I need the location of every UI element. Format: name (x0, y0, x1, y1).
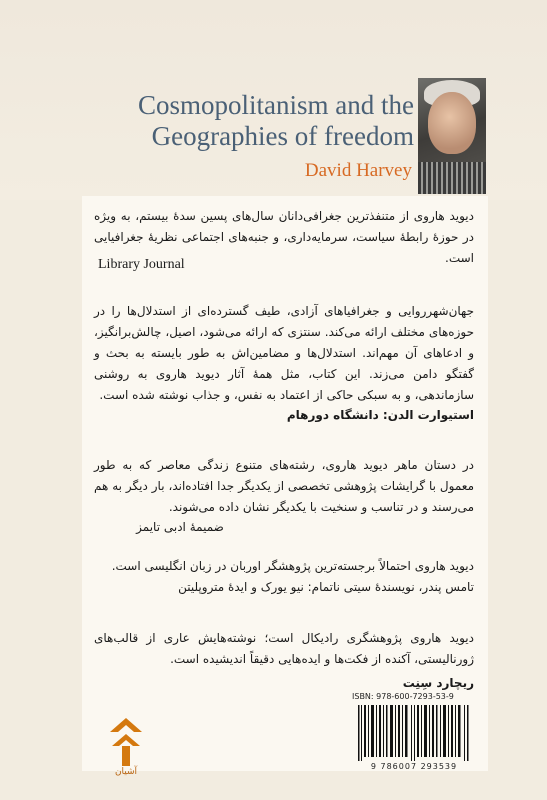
review-source: استیوارت الدن: دانشگاه دورهام (286, 408, 474, 422)
review-text: جهان‌شهرروایی و جغرافیاهای آزادی، طیف گسترده‌ای از استدلال‌ها را در حوزه‌های مختلف ارائه می‌کند. سنتزی که ارائه می‌شود، اصیل، چالش‌برانگیز، و ادعاهای آن مهم‌اند. استدلال‌ها و مضامین‌اش به طور بایسته به بحث و گفتگو دامن می‌زند. این کتاب، مثل همهٔ آثار دیوید هاروی به روشنی سازماندهی، و به سبکی حاکی از اعتماد به نفس، و جذاب نوشته شده است. (94, 304, 474, 402)
review-source: Library Journal (98, 257, 185, 272)
book-title: Cosmopolitanism and the Geographies of freedom (138, 90, 414, 151)
review-text: دیوید هاروی پژوهشگری رادیکال است؛ نوشته‌هایش عاری از قالب‌های ژورنالیستی، آکنده از فکت‌ها و ایده‌هایی دقیقاً اندیشیده است. (94, 631, 474, 666)
isbn-label: ISBN: 978-600-7293-53-9 (352, 692, 454, 701)
review-source: تامس پندر، نویسندهٔ سیتی ناتمام: نیو یورک و ایدهٔ متروپلیتن (178, 580, 474, 594)
barcode-bars (358, 705, 470, 761)
isbn-barcode (352, 692, 476, 777)
review-source: ریچارد سِنِت (402, 676, 474, 690)
review-text: دیوید هاروی احتمالاً برجسته‌ترین پژوهشگر اوربان در زبان انگلیسی است. (111, 559, 474, 573)
author-portrait (418, 78, 486, 194)
review-text: دیوید هاروی از متنفذترین جغرافی‌دانان سال‌های پسین سدهٔ بیستم، به ویژه در حوزهٔ رابطهٔ سیاست، سرمایه‌داری، و جنبه‌های اجتماعی نظریهٔ جغرافیایی است. (94, 209, 474, 265)
publisher-name: آشیان (114, 767, 138, 777)
author-name: David Harvey (304, 160, 412, 181)
portrait-face (428, 92, 476, 154)
review-source: ضمیمهٔ ادبی تایمز (136, 520, 224, 534)
barcode-digits: 9 786007 293539 (370, 762, 458, 771)
review-text: در دستان ماهر دیوید هاروی، رشته‌های متنوع زندگی معاصر که به طور معمول با گرایشات پژوهشی تخصصی از یکدیگر جدا افتاده‌اند، بار دیگر به هم می‌رسند و در تناسب و سنخیت با یکدیگر نشان داده می‌شوند. (94, 458, 474, 514)
portrait-shirt (418, 162, 486, 194)
